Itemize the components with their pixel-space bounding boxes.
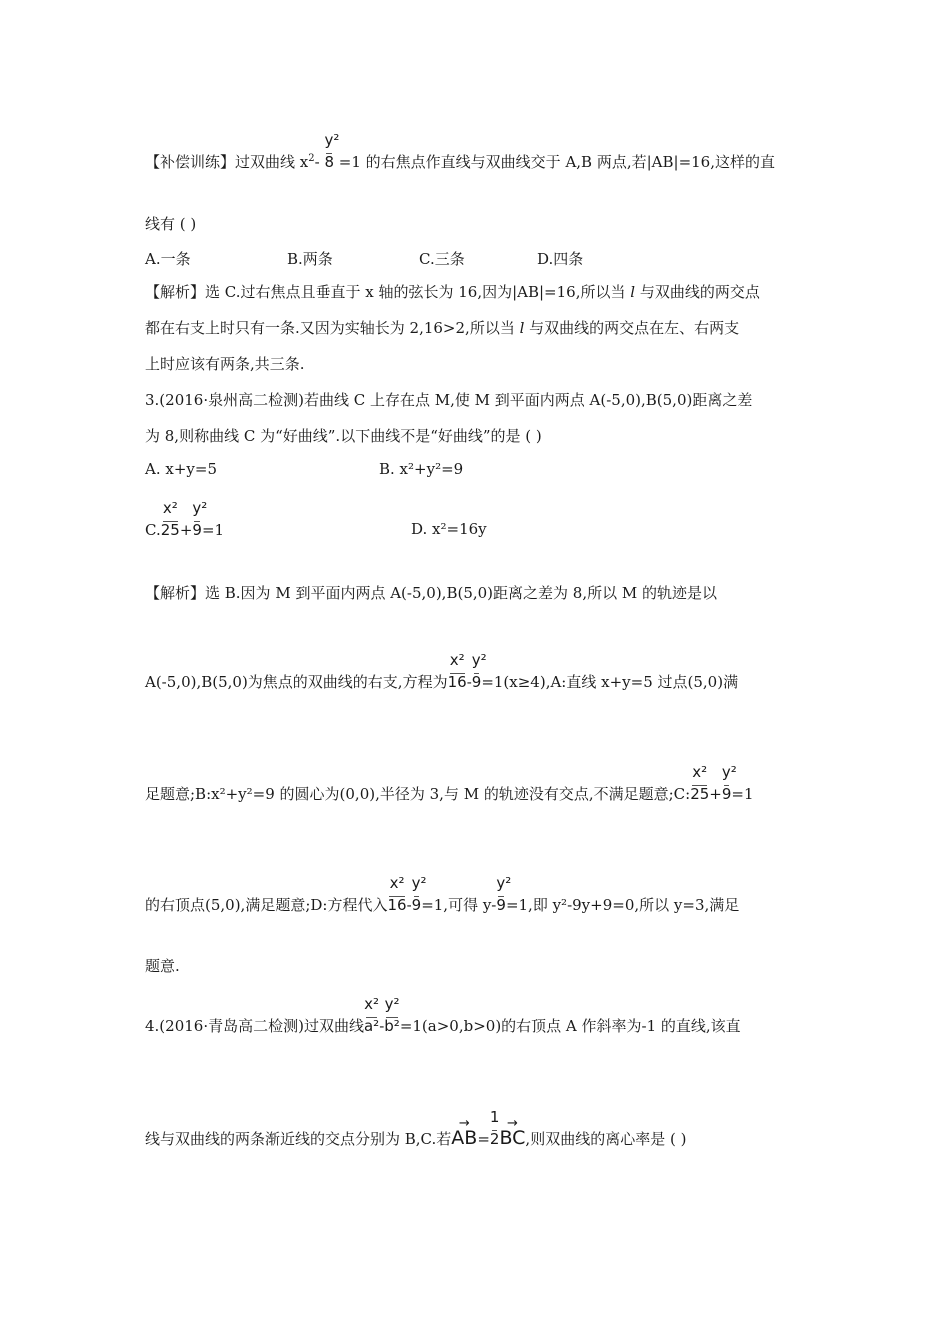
- denominator: 9: [471, 673, 482, 691]
- option-a: A.一条: [145, 250, 191, 268]
- q4-line-2: [145, 1108, 687, 1149]
- denominator: 8: [324, 153, 335, 171]
- analysis-text: 与双曲线的两交点在左、右两支: [524, 319, 740, 337]
- analysis-1: [145, 282, 760, 302]
- question-text: =1(a>0,b>0)的右顶点 A 作斜率为-1 的直线,该直: [399, 1017, 741, 1035]
- minus-sign: -: [406, 896, 412, 914]
- q3-analysis-4: [145, 874, 740, 915]
- denominator: a²: [363, 1017, 380, 1035]
- denominator: 16: [387, 896, 407, 914]
- denominator: 25: [690, 785, 710, 803]
- numerator: 1: [489, 1108, 500, 1126]
- fraction-y2-over-9: [192, 499, 208, 540]
- equals-one: =1: [201, 521, 225, 539]
- practice-line-1: [145, 131, 775, 172]
- fraction-y2-over-9: [721, 763, 737, 804]
- denominator: 2: [489, 1130, 500, 1148]
- plus-sign: +: [709, 785, 722, 803]
- fraction-y2-over-9: [471, 651, 487, 692]
- numerator: y²: [384, 995, 400, 1013]
- fraction-1-over-2: [489, 1108, 500, 1149]
- q3-analysis-5: 题意.: [145, 957, 180, 975]
- numerator: y²: [192, 499, 208, 517]
- numerator: x²: [161, 498, 180, 518]
- analysis-text: A(-5,0),B(5,0)为焦点的双曲线的右支,方程为: [145, 673, 448, 691]
- analysis-text: 都在右支上时只有一条.又因为实轴长为 2,16>2,所以当: [145, 319, 520, 337]
- variable-l: l: [630, 283, 636, 301]
- equals-one: =1: [731, 785, 754, 803]
- numerator: y²: [721, 763, 737, 781]
- vector-ab: → AB: [451, 1128, 477, 1148]
- denominator: 9: [411, 896, 422, 914]
- superscript: 2: [308, 153, 315, 164]
- numerator: x²: [448, 650, 467, 670]
- numerator: y²: [471, 651, 487, 669]
- minus-sign: -: [466, 673, 472, 691]
- option-label: C.: [145, 521, 161, 539]
- question-text: 线与双曲线的两条渐近线的交点分别为 B,C.若: [145, 1130, 452, 1148]
- analysis-text: =1(x≥4),A:直线 x+y=5 过点(5,0)满: [481, 673, 739, 691]
- q3-line-2: 为 8,则称曲线 C 为“好曲线”.以下曲线不是“好曲线”的是 ( ): [145, 427, 542, 445]
- q3-option-d: D. x²=16y: [411, 520, 487, 538]
- numerator: y²: [411, 874, 427, 892]
- q3-analysis-1: 【解析】选 B.因为 M 到平面内两点 A(-5,0),B(5,0)距离之差为 8,所以 M 的轨迹是以: [145, 584, 718, 602]
- equals-sign: =: [477, 1130, 490, 1148]
- option-c: C.三条: [419, 250, 465, 268]
- q3-line-1: 3.(2016·泉州高二检测)若曲线 C 上存在点 M,使 M 到平面内两点 A(-5,0),B(5,0)距离之差: [145, 391, 753, 409]
- q3-analysis-3: [145, 763, 754, 804]
- variable-l: l: [519, 319, 525, 337]
- minus-sign: -: [314, 153, 320, 171]
- numerator: x²: [690, 762, 709, 782]
- numerator: y²: [324, 131, 340, 149]
- analysis-text: =1,可得 y-: [421, 896, 497, 914]
- minus-sign: -: [379, 1017, 385, 1035]
- denominator: 9: [496, 896, 506, 914]
- analysis-2: [145, 318, 739, 338]
- analysis-text: =1,即 y²-9y+9=0,所以 y=3,满足: [505, 896, 740, 914]
- vector-bc: → BC: [499, 1128, 525, 1148]
- q3-option-b: B. x²+y²=9: [379, 460, 464, 478]
- practice-text: 【补偿训练】过双曲线 x: [145, 153, 309, 171]
- numerator: x²: [387, 873, 406, 893]
- fraction-x2-over-16: [387, 874, 407, 915]
- analysis-text: 与双曲线的两交点: [635, 283, 760, 301]
- analysis-3: 上时应该有两条,共三条.: [145, 355, 305, 373]
- q3-option-a: A. x+y=5: [145, 460, 217, 478]
- q3-option-c: [145, 499, 225, 540]
- plus-sign: +: [179, 521, 193, 539]
- numerator: y²: [496, 874, 512, 892]
- fraction-x2-over-25: [160, 499, 180, 540]
- denominator: 9: [721, 785, 732, 803]
- fraction-y2-over-b2: [384, 995, 400, 1036]
- denominator: 25: [160, 521, 180, 539]
- option-b: B.两条: [287, 250, 333, 268]
- fraction-y2-over-9: [411, 874, 427, 915]
- fraction-x2-over-16: [447, 651, 467, 692]
- fraction-x2-over-a2: [363, 995, 380, 1036]
- denominator: 16: [447, 673, 467, 691]
- practice-text: =1 的右焦点作直线与双曲线交于 A,B 两点,若|AB|=16,这样的直: [338, 153, 775, 171]
- q4-line-1: [145, 995, 741, 1036]
- analysis-text: 足题意;B:x²+y²=9 的圆心为(0,0),半径为 3,与 M 的轨迹没有交点,不满足题意;C:: [145, 785, 691, 803]
- question-text: 4.(2016·青岛高二检测)过双曲线: [145, 1017, 364, 1035]
- denominator: b²: [384, 1017, 400, 1035]
- option-d: D.四条: [537, 250, 584, 268]
- question-text: ,则双曲线的离心率是 ( ): [525, 1130, 687, 1148]
- analysis-text: 的右顶点(5,0),满足题意;D:方程代入: [145, 896, 388, 914]
- fraction-x2-over-25: [690, 763, 710, 804]
- fraction-y2-over-8: [324, 131, 340, 172]
- practice-line-2: 线有 ( ): [145, 215, 197, 233]
- fraction-y2-over-9: [496, 874, 512, 915]
- q3-analysis-2: [145, 651, 739, 692]
- numerator: x²: [364, 995, 380, 1013]
- analysis-text: 【解析】选 C.过右焦点且垂直于 x 轴的弦长为 16,因为|AB|=16,所以当: [145, 283, 631, 301]
- denominator: 9: [192, 521, 202, 539]
